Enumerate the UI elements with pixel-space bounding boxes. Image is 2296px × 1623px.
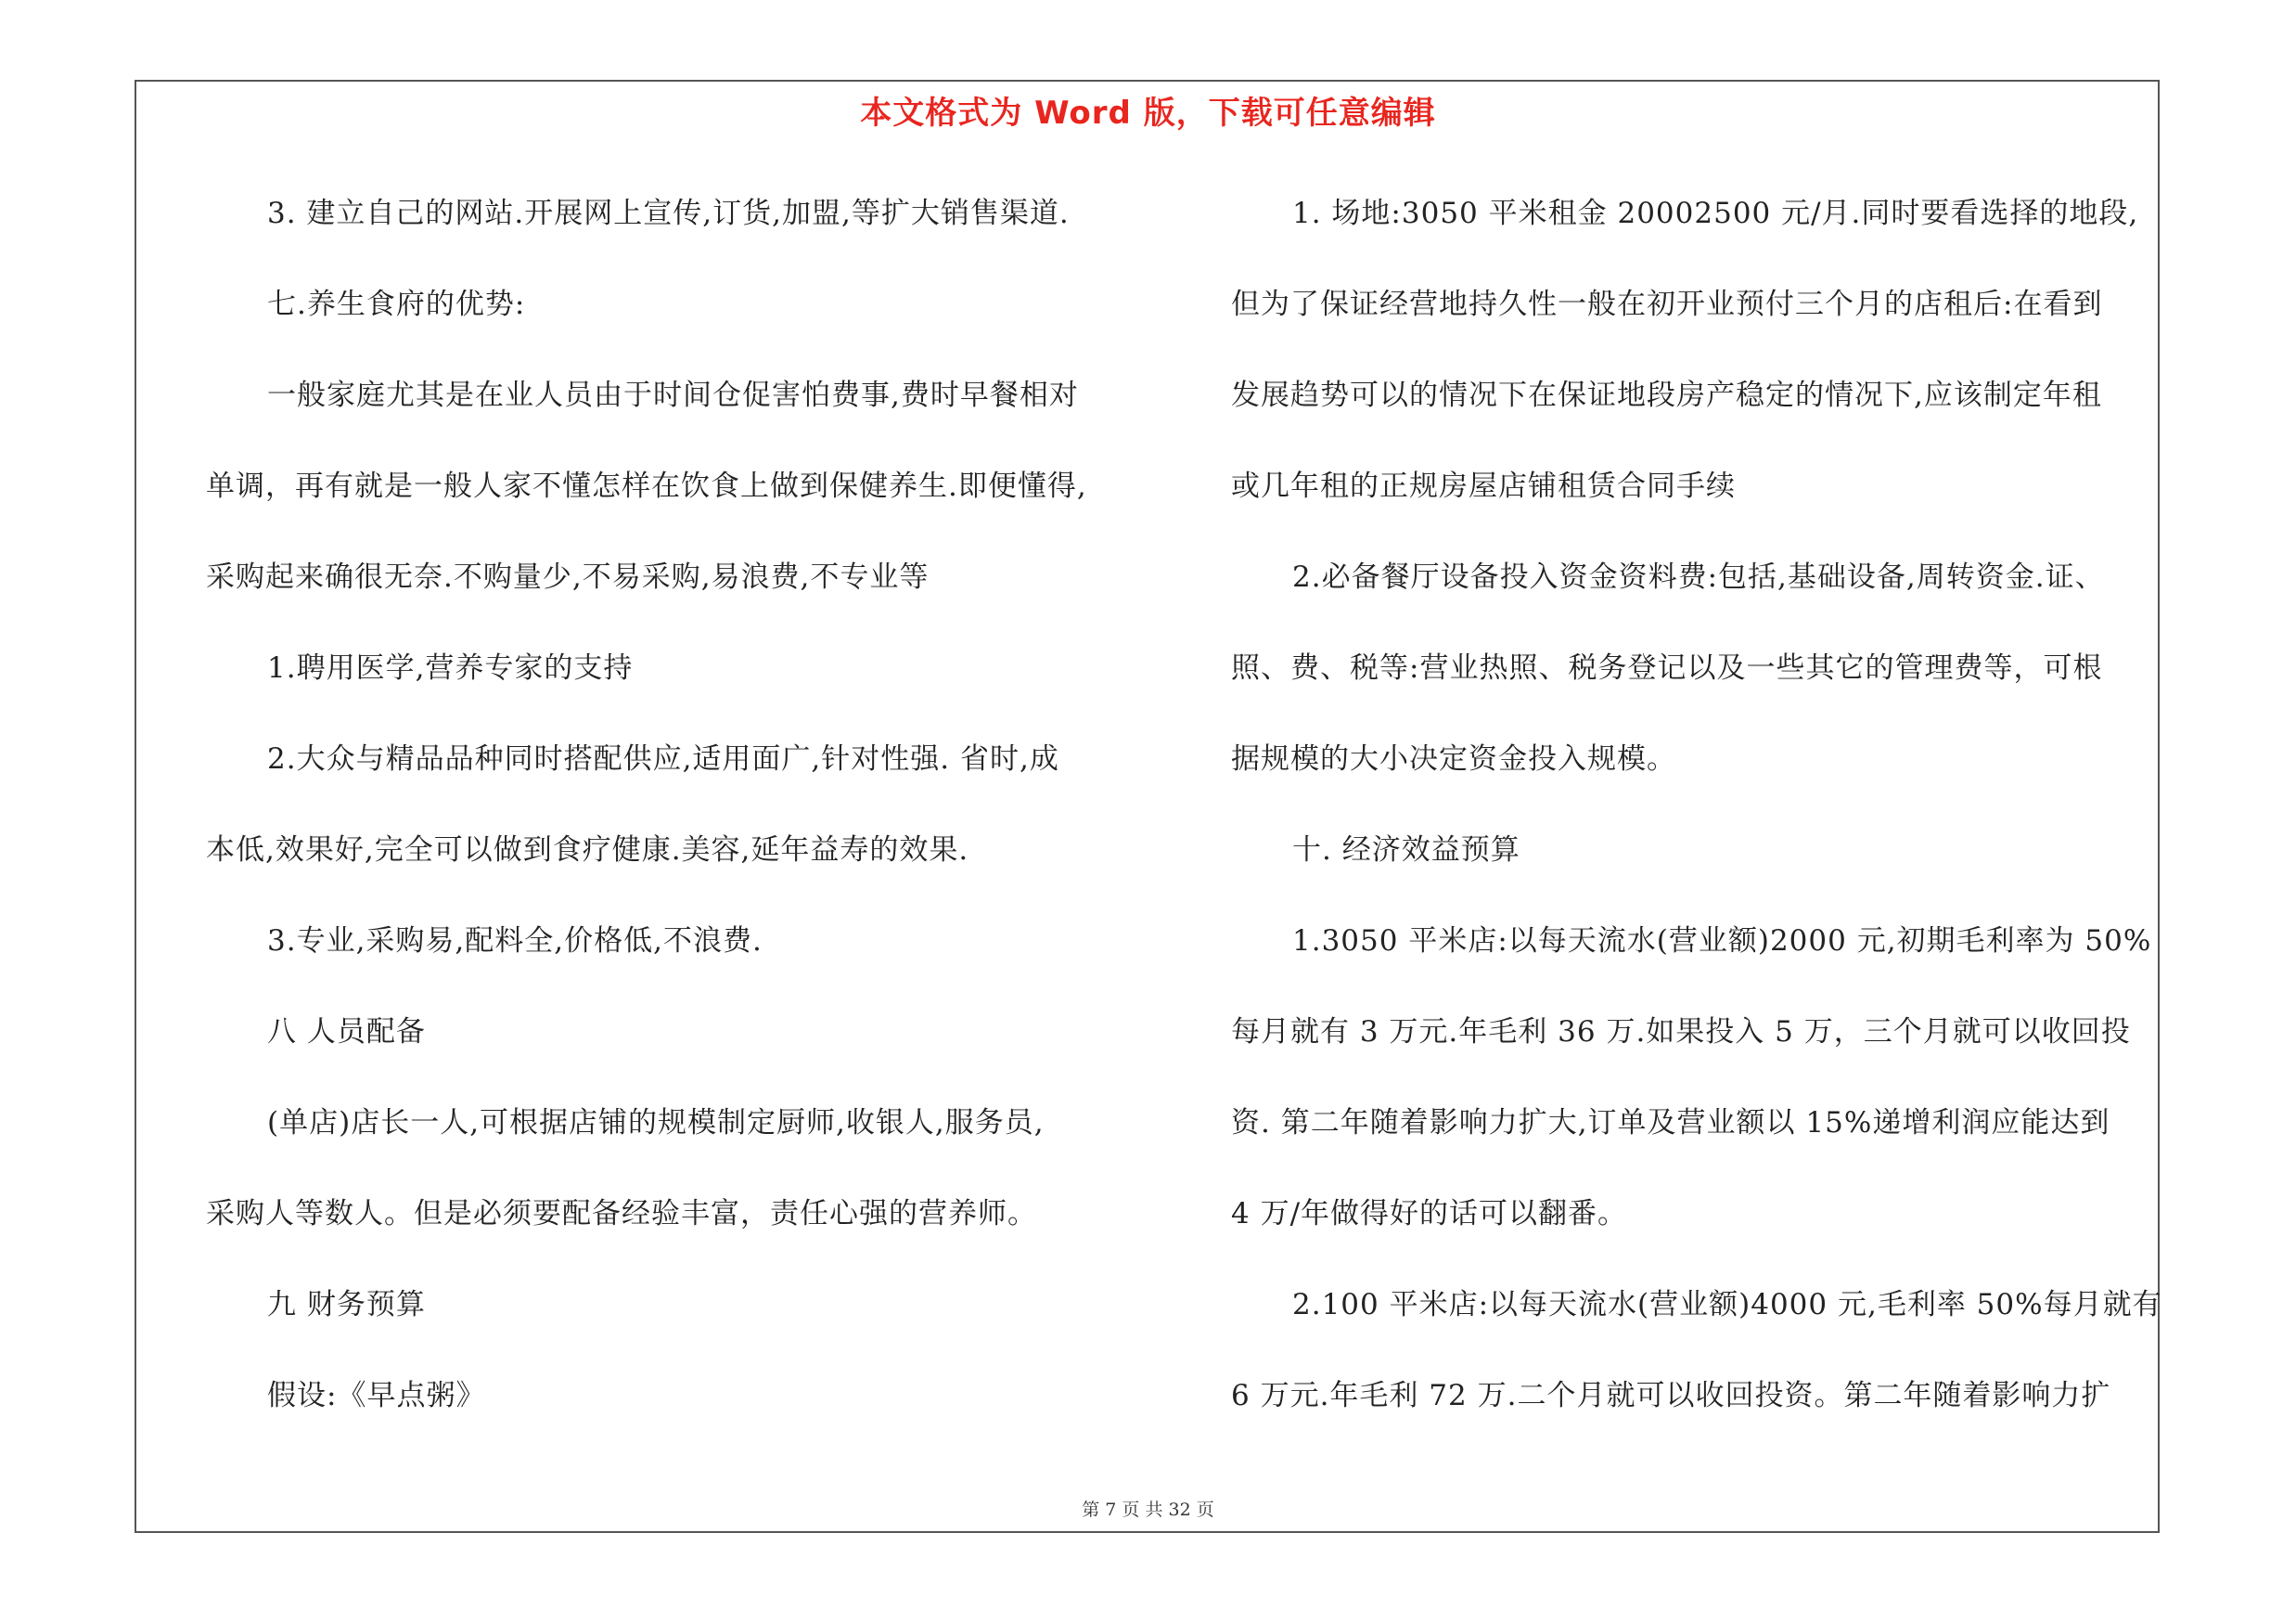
text-line: 七.养生食府的优势: xyxy=(267,288,526,321)
text-line: 每月就有 3 万元.年毛利 36 万.如果投入 5 万，三个月就可以收回投 xyxy=(1231,1015,2131,1049)
page-number-footer: 第 7 页 共 32 页 xyxy=(1082,1500,1214,1520)
right-column xyxy=(1231,186,2162,1459)
text-line: 3.专业,采购易,配料全,价格低,不浪费. xyxy=(267,924,763,958)
left-column xyxy=(206,186,1161,1459)
text-line: 但为了保证经营地持久性一般在初开业预付三个月的店租后:在看到 xyxy=(1231,288,2103,321)
text-line: 资. 第二年随着影响力扩大,订单及营业额以 15%递增利润应能达到 xyxy=(1231,1106,2110,1140)
text-line: 2.100 平米店:以每天流水(营业额)4000 元,毛利率 50%每月就有 xyxy=(1292,1288,2162,1321)
text-line: 八 人员配备 xyxy=(267,1015,426,1049)
text-line: 十. 经济效益预算 xyxy=(1292,833,1520,867)
word-format-banner: 本文格式为 Word 版，下载可任意编辑 xyxy=(860,95,1436,132)
text-line: 采购人等数人。但是必须要配备经验丰富，责任心强的营养师。 xyxy=(206,1197,1037,1230)
text-line: 2.大众与精品品种同时搭配供应,适用面广,针对性强. 省时,成 xyxy=(267,742,1059,776)
text-line: 1.聘用医学,营养专家的支持 xyxy=(267,651,634,685)
text-line: (单店)店长一人,可根据店铺的规模制定厨师,收银人,服务员, xyxy=(267,1106,1045,1140)
text-line: 6 万元.年毛利 72 万.二个月就可以收回投资。第二年随着影响力扩 xyxy=(1231,1379,2111,1412)
text-line: 据规模的大小决定资金投入规模。 xyxy=(1231,742,1676,776)
text-line: 1. 场地:3050 平米租金 20002500 元/月.同时要看选择的地段, xyxy=(1292,197,2139,230)
text-line: 假设:《早点粥》 xyxy=(267,1379,486,1412)
text-line: 本低,效果好,完全可以做到食疗健康.美容,延年益寿的效果. xyxy=(206,833,969,867)
text-line: 一般家庭尤其是在业人员由于时间仓促害怕费事,费时早餐相对 xyxy=(267,379,1079,412)
text-line: 或几年租的正规房屋店铺租赁合同手续 xyxy=(1231,470,1736,503)
text-line: 发展趋势可以的情况下在保证地段房产稳定的情况下,应该制定年租 xyxy=(1231,379,2102,412)
text-line: 单调，再有就是一般人家不懂怎样在饮食上做到保健养生.即便懂得, xyxy=(206,470,1087,503)
text-line: 4 万/年做得好的话可以翻番。 xyxy=(1231,1197,1628,1230)
text-line: 2.必备餐厅设备投入资金资料费:包括,基础设备,周转资金.证、 xyxy=(1292,560,2105,594)
text-line: 照、费、税等:营业热照、税务登记以及一些其它的管理费等，可根 xyxy=(1231,651,2103,685)
text-line: 采购起来确很无奈.不购量少,不易采购,易浪费,不专业等 xyxy=(206,560,930,594)
text-line: 1.3050 平米店:以每天流水(营业额)2000 元,初期毛利率为 50% xyxy=(1292,924,2152,958)
text-line: 九 财务预算 xyxy=(267,1288,426,1321)
text-line: 3. 建立自己的网站.开展网上宣传,订货,加盟,等扩大销售渠道. xyxy=(267,197,1070,230)
